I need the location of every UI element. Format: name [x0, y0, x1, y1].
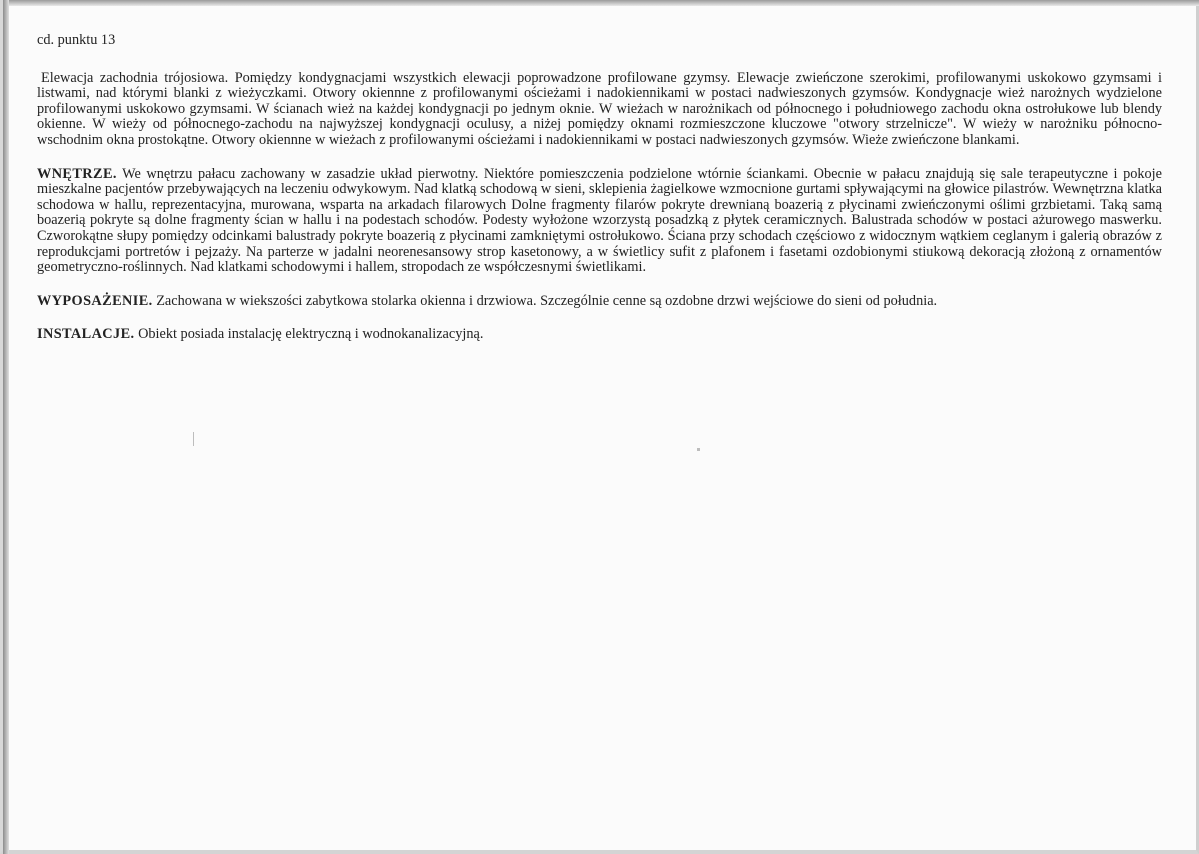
scan-speck: [697, 448, 700, 451]
paragraph-text: Elewacja zachodnia trójosiowa. Pomiędzy kondygnacjami wszystkich elewacji poprowadzone profilowane gzymsy. Elewacje zwieńczone szerokimi, profilowanymi uskokowo gzymsami i listwami, nad którymi blanki z wieżyczkami. Otwory okiennne z profilowanymi ościeżami i nadokiennikami w postaci nadwieszonych gzymsów. Kondygnacje wież narożnych wydzielone profilowanymi uskokowo gzymsami. W ścianach wież na każdej kondygnacji po jednym oknie. W wieżach w narożnikach od północnego i południowego zachodu okna ostrołukowe lub blendy okienne. W wieży od północnego-zachodu na najwyższej kondygnacji oculusy, a niżej pomiędzy oknami rozmieszczone kluczowe "otwory strzelnicze". W wieży w narożniku północno-wschodnim okna prostokątne. Otwory okiennne w wieżach z profilowanymi ościeżami i nadokiennikami w postaci nadwieszonych gzymsów. Wieże zwieńczone blankami.: [37, 69, 1162, 148]
paragraph-text: Zachowana w wiekszości zabytkowa stolarka okienna i drzwiowa. Szczególnie cenne są ozdobne drzwi wejściowe do sieni od południa.: [156, 292, 938, 309]
paragraph-installations: [37, 327, 1162, 343]
scan-edge-top: [3, 0, 1199, 6]
paragraph-furnishings: [37, 294, 1162, 310]
scan-speck: [193, 432, 194, 446]
paragraph-text: Obiekt posiada instalację elektryczną i wodnokanalizacyjną.: [138, 326, 484, 343]
document-body: [37, 33, 1162, 361]
paragraph-west-elevation: [37, 71, 1162, 149]
section-heading-furnishings: WYPOSAŻENIE.: [37, 292, 153, 309]
section-heading-interior: WNĘTRZE.: [37, 165, 117, 182]
section-heading-installations: INSTALACJE.: [37, 326, 135, 343]
paragraph-interior: [37, 167, 1162, 276]
scan-edge-left: [3, 0, 9, 854]
page-header: cd. punktu 13: [37, 32, 116, 48]
paragraph-text: We wnętrzu pałacu zachowany w zasadzie układ pierwotny. Niektóre pomieszczenia podzielone wtórnie ściankami. Obecnie w pałacu znajdują się sale terapeutyczne i pokoje mieszkalne pacjentów przebywających na leczeniu odwykowym. Nad klatką schodową w sieni, sklepienia żagielkowe wzmocnione gurtami spływającymi na głowice pilastrów. Wewnętrzna klatka schodowa w hallu, reprezentacyjna, murowana, wsparta na arkadach filarowych Dolne fragmenty filarów pokryte drewnianą boazerią z płycinami zwieńczonymi oślimi grzbietami. Taką samą boazerią pokryte są dolne fragmenty ścian w hallu i na podestach schodów. Podesty wyłożone wzorzystą posadzką z płytek ceramicznych. Balustrada schodów w postaci ażurowego maswerku. Czworokątne słupy pomiędzy odcinkami balustrady pokryte boazerią z płycinami zamkniętymi ostrołukowo. Ściana przy schodach częściowo z widocznym wątkiem ceglanym i galerią obrazów z reprodukcjami portretów i pejzaży. Na parterze w jadalni neorenesansowy strop kasetonowy, a w świetlicy sufit z plafonem i fasetami ozdobionymi stiukową dekoracją złożoną z ornamentów geometryczno-roślinnych. Nad klatkami schodowymi i hallem, stropodach ze współczesnymi świetlikami.: [37, 165, 1162, 276]
